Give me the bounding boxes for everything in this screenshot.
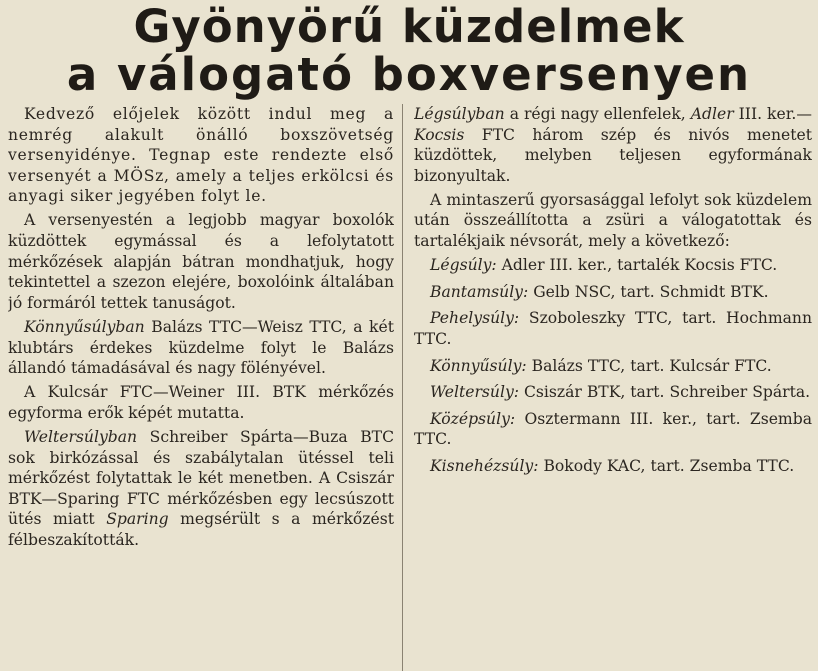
roster-entry bbox=[414, 255, 812, 276]
roster-weight-class: Pehelysúly: bbox=[430, 309, 520, 328]
roster-entry bbox=[414, 409, 812, 450]
roster-names: Csiszár BTK, tart. Schreiber Spárta. bbox=[519, 383, 811, 402]
roster-weight-class: Bantamsúly: bbox=[430, 282, 529, 301]
keyword-weltersulyban: Weltersúlyban bbox=[24, 427, 138, 446]
roster-weight-class: Középsúly: bbox=[430, 409, 516, 428]
roster-names: Osztermann III. ker., tart. Zsemba TTC. bbox=[414, 409, 812, 449]
roster-entry bbox=[414, 308, 812, 349]
roster-names: Adler III. ker., tartalék Kocsis FTC. bbox=[496, 256, 778, 275]
left-column bbox=[8, 104, 394, 671]
paragraph-legsulyban bbox=[414, 104, 812, 186]
roster-entry bbox=[414, 282, 812, 303]
roster-names: Gelb NSC, tart. Schmidt BTK. bbox=[528, 282, 769, 301]
headline bbox=[0, 0, 818, 100]
roster-names: Szoboleszky TTC, tart. Hochmann TTC. bbox=[414, 309, 812, 348]
right-column bbox=[414, 104, 812, 671]
roster-names: Balázs TTC, tart. Kulcsár FTC. bbox=[526, 356, 772, 375]
paragraph-weltersuly-text-b: megsérült s a mérkőzést félbeszakították. bbox=[8, 510, 394, 549]
keyword-kocsis: Kocsis bbox=[414, 125, 465, 144]
keyword-sparing: Sparing bbox=[106, 510, 169, 529]
roster-weight-class: Weltersúly: bbox=[430, 383, 520, 402]
paragraph-versenyest: A versenyestén a legjobb magyar boxolók küzdöttek egymással és a lefolytatott mérkőzések alapján bátran mondhatjuk, hogy tekintettel a szezon elejére, boxolóink általában jó formáról tettek tanuságot. bbox=[8, 211, 394, 312]
roster-entry bbox=[414, 382, 812, 403]
headline-line-2: a válogató boxversenyen bbox=[66, 48, 752, 101]
column-divider bbox=[402, 104, 403, 671]
keyword-adler: Adler bbox=[690, 105, 734, 123]
paragraph-intro: Kedvező előjelek között indul meg a nemrég alakult önálló boxszövetség versenyidénye. Tegnap este rendezte első versenyét a MÖSz, amely a teljes erkölcsi és anyagi siker jegyében folyt le. bbox=[8, 105, 394, 206]
paragraph-legsulyban-text-c: FTC három szép és nivós menetet küzdöttek, melyben teljesen egyformának bizonyultak. bbox=[414, 125, 812, 185]
paragraph-konnyusuly bbox=[8, 317, 394, 379]
roster-weight-class: Légsúly: bbox=[430, 256, 497, 275]
paragraph-kulcsar: A Kulcsár FTC—Weiner III. BTK mérkőzés egyforma erők képét mutatta. bbox=[8, 383, 394, 422]
headline-line-1: Gyönyörű küzdelmek bbox=[133, 0, 685, 53]
roster-entry bbox=[414, 456, 812, 477]
keyword-legsulyban: Légsúlyban bbox=[414, 105, 505, 123]
roster-names: Bokody KAC, tart. Zsemba TTC. bbox=[538, 456, 795, 475]
roster-entry bbox=[414, 356, 812, 377]
keyword-konnyusulyban: Könnyűsúlyban bbox=[24, 317, 145, 336]
paragraph-weltersuly bbox=[8, 427, 394, 551]
roster-weight-class: Kisnehézsúly: bbox=[430, 456, 539, 475]
paragraph-konnyusuly-text: Balázs TTC—Weisz TTC, a két klubtárs érdekes küzdelme folyt le Balázs állandó támadásával és nagy fölényével. bbox=[8, 317, 394, 378]
paragraph-zsuri: A mintaszerű gyorsasággal lefolyt sok küzdelem után összeállította a zsüri a válogatottak és tartalékjaik névsorát, mely a következő: bbox=[414, 190, 812, 251]
roster-weight-class: Könnyűsúly: bbox=[430, 356, 527, 375]
paragraph-legsulyban-text-b: III. ker.— bbox=[733, 105, 812, 123]
paragraph-legsulyban-text-a: a régi nagy ellenfelek, bbox=[504, 105, 691, 123]
paragraph-weltersuly-text-a: Schreiber Spárta—Buza BTC sok birkózással és szabálytalan ütéssel teli mérkőzést folytattak le két menetben. A Csiszár BTK—Sparing FTC mérkőzésben egy lecsúszott ütés miatt bbox=[8, 427, 394, 529]
